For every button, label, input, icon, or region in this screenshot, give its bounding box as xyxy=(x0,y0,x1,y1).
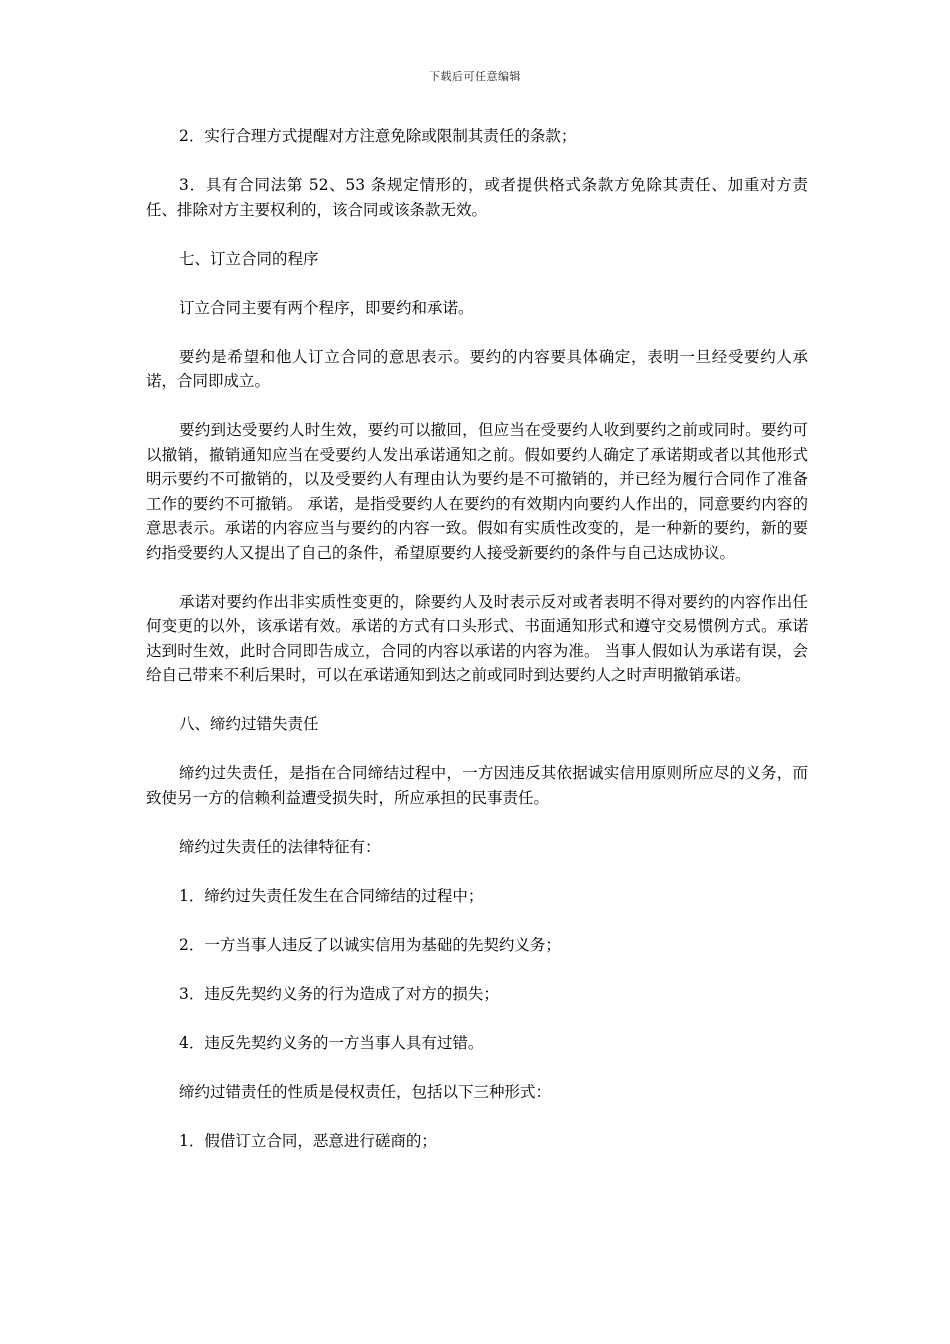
section-heading: 七、订立合同的程序 xyxy=(179,249,319,268)
paragraph: 3．具有合同法第 52、53 条规定情形的，或者提供格式条款方免除其责任、加重对方责任、排除对方主要权利的，该合同或该条款无效。 xyxy=(146,176,808,219)
list-item: 1．缔约过失责任发生在合同缔结的过程中； xyxy=(179,886,484,905)
paragraph: 缔约过失责任的法律特征有： xyxy=(179,837,381,856)
list-item: 4．违反先契约义务的一方当事人具有过错。 xyxy=(179,1033,484,1052)
header-note: 下载后可任意编辑 xyxy=(429,70,521,83)
paragraph: 承诺对要约作出非实质性变更的，除要约人及时表示反对或者表明不得对要约的内容作出任何变更的以外，该承诺有效。承诺的方式有口头形式、书面通知形式和遵守交易惯例方式。承诺达到时生效，此时合同即告成立，合同的内容以承诺的内容为准。 当事人假如认为承诺有误，会给自己带来不利后果时，可以在承诺通知到达之前或同时到达要约人之时声明撤销承诺。 xyxy=(146,592,808,684)
paragraph: 要约是希望和他人订立合同的意思表示。要约的内容要具体确定，表明一旦经受要约人承诺，合同即成立。 xyxy=(146,347,808,390)
paragraph: 缔约过失责任，是指在合同缔结过程中，一方因违反其依据诚实信用原则所应尽的义务，而致使另一方的信赖利益遭受损失时，所应承担的民事责任。 xyxy=(146,764,808,807)
list-item: 2．一方当事人违反了以诚实信用为基础的先契约义务； xyxy=(179,935,561,954)
paragraph: 2．实行合理方式提醒对方注意免除或限制其责任的条款； xyxy=(179,127,577,145)
document-body xyxy=(146,124,808,1178)
paragraph: 缔约过错责任的性质是侵权责任，包括以下三种形式： xyxy=(179,1082,552,1101)
paragraph: 要约到达受要约人时生效，要约可以撤回，但应当在受要约人收到要约之前或同时。要约可以撤销，撤销通知应当在受要约人发出承诺通知之前。假如要约人确定了承诺期或者以其他形式明示要约不可撤销的，以及受要约人有理由认为要约是不可撤销的，并已经为履行合同作了准备工作的要约不可撤销。 承诺，是指受要约人在要约的有效期内向要约人作出的，同意要约内容的意思表示。承诺的内容应当与要约的内容一致。假如有实质性改变的，是一种新的要约，新的要约指受要约人又提出了自己的条件，希望原要约人接受新要约的条件与自己达成协议。 xyxy=(146,421,808,562)
list-item: 1．假借订立合同，恶意进行磋商的； xyxy=(179,1131,437,1150)
list-item: 3．违反先契约义务的行为造成了对方的损失； xyxy=(179,984,499,1003)
section-heading: 八、缔约过错失责任 xyxy=(179,715,319,733)
paragraph: 订立合同主要有两个程序，即要约和承诺。 xyxy=(179,298,474,317)
